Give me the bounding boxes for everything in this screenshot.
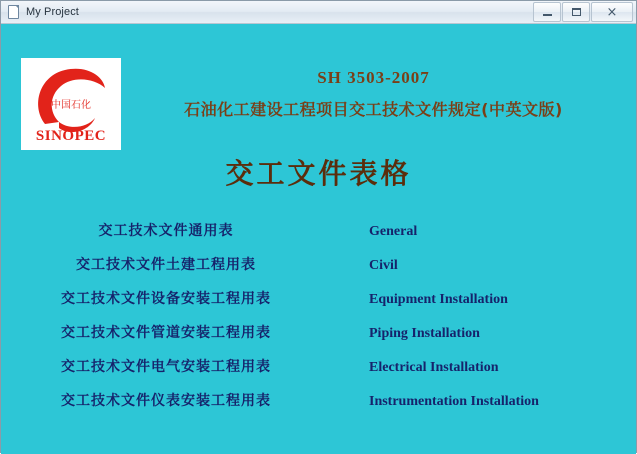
close-button[interactable] xyxy=(591,2,633,22)
list-item[interactable] xyxy=(1,220,636,254)
link-general-en[interactable]: General xyxy=(369,224,418,239)
link-piping-installation-en[interactable]: Piping Installation xyxy=(369,326,480,341)
document-icon xyxy=(7,5,21,19)
link-general-cn[interactable]: 交工技术文件通用表 xyxy=(98,223,234,239)
list-item[interactable] xyxy=(1,288,636,322)
title-bar xyxy=(1,1,636,24)
link-instrumentation-installation-cn[interactable]: 交工技术文件仪表安装工程用表 xyxy=(61,393,271,409)
link-instrumentation-installation-en[interactable]: Instrumentation Installation xyxy=(369,394,539,409)
maximize-icon xyxy=(572,8,581,16)
list-item[interactable] xyxy=(1,356,636,390)
list-item[interactable] xyxy=(1,254,636,288)
link-electrical-installation-en[interactable]: Electrical Installation xyxy=(369,360,499,375)
list-item[interactable] xyxy=(1,322,636,356)
list-item[interactable] xyxy=(1,390,636,424)
link-civil-cn[interactable]: 交工技术文件土建工程用表 xyxy=(76,257,256,273)
minimize-icon xyxy=(543,14,552,16)
page-title: 交工文件表格 xyxy=(225,157,412,190)
minimize-button[interactable] xyxy=(533,2,561,22)
link-piping-installation-cn[interactable]: 交工技术文件管道安装工程用表 xyxy=(61,325,271,341)
document-header xyxy=(121,68,626,120)
form-link-list xyxy=(1,220,636,424)
link-equipment-installation-en[interactable]: Equipment Installation xyxy=(369,292,508,307)
sinopec-logo-icon xyxy=(25,62,117,146)
standard-code: SH 3503-2007 xyxy=(317,68,430,87)
window-title: My Project xyxy=(26,6,79,18)
maximize-button[interactable] xyxy=(562,2,590,22)
svg-text:SINOPEC: SINOPEC xyxy=(35,128,107,144)
window-controls xyxy=(533,1,636,23)
document-canvas xyxy=(1,24,636,454)
close-icon: × xyxy=(606,4,618,20)
link-electrical-installation-cn[interactable]: 交工技术文件电气安装工程用表 xyxy=(61,359,271,375)
sinopec-logo xyxy=(21,58,121,150)
svg-text:中国石化: 中国石化 xyxy=(51,100,91,111)
link-equipment-installation-cn[interactable]: 交工技术文件设备安装工程用表 xyxy=(61,291,271,307)
link-civil-en[interactable]: Civil xyxy=(369,258,398,273)
standard-title: 石油化工建设工程项目交工技术文件规定(中英文版) xyxy=(184,100,563,119)
